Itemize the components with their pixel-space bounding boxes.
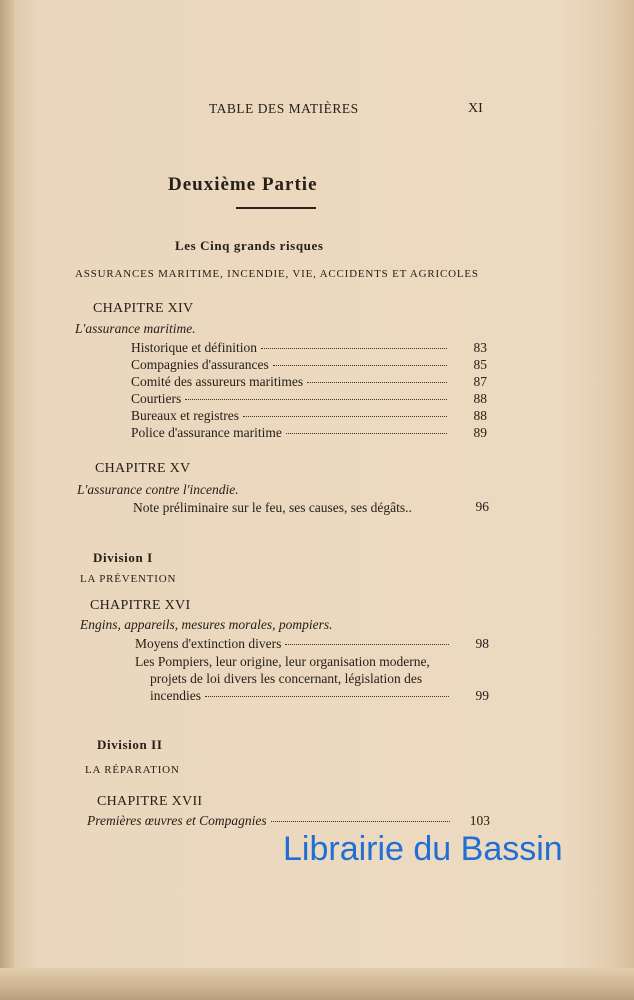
running-head: TABLE DES MATIÈRES [209,101,359,116]
chapter-17-heading: CHAPITRE XVII [97,794,203,809]
page-folio: XI [468,101,483,116]
leader-dots [243,416,447,417]
section-subtitle: ASSURANCES MARITIME, INCENDIE, VIE, ACCIDENTS ET AGRICOLES [75,268,479,280]
chapter-16-subtitle: Engins, appareils, mesures morales, pompiers. [80,617,333,632]
section-title: Les Cinq grands risques [175,238,324,253]
chapter-14-subtitle: L'assurance maritime. [75,321,196,336]
toc-entry-page: 88 [473,408,487,423]
toc-entry[interactable] [131,391,487,408]
toc-entry-page: 88 [473,391,487,406]
leader-dots [261,348,447,349]
toc-entry-label: Historique et définition [131,340,257,355]
toc-entry[interactable] [150,688,489,705]
leader-dots [285,644,449,645]
toc-entry-label: Premières œuvres et Compagnies [87,813,267,828]
toc-entry-label: Comité des assureurs maritimes [131,374,304,389]
toc-entry-page: 96 [475,499,489,514]
toc-entry[interactable] [131,340,487,357]
leader-dots [286,433,447,434]
division-1-subtitle: LA PRÉVENTION [80,573,177,585]
leader-dots [185,399,447,400]
chapter-15-heading: CHAPITRE XV [95,461,191,476]
page-bottom-edge [0,968,634,1000]
toc-entry-label: Courtiers [131,391,182,406]
leader-dots [205,696,449,697]
toc-entry-page: 83 [473,340,487,355]
toc-entry-page: 85 [473,357,487,372]
toc-entry-line: projets de loi divers les concernant, législation des [150,671,423,686]
toc-entry[interactable] [131,408,487,425]
watermark: Librairie du Bassin [283,830,563,868]
division-2-title: Division II [97,737,163,752]
toc-entry-label: Bureaux et registres [131,408,239,423]
division-2-subtitle: LA RÉPARATION [85,764,180,776]
chapter-16-heading: CHAPITRE XVI [90,598,191,613]
division-1-title: Division I [93,550,153,565]
toc-entry[interactable] [131,357,487,374]
page-left-edge [0,0,14,1000]
toc-entry-page: 103 [469,813,490,828]
chapter-14-heading: CHAPITRE XIV [93,301,194,316]
toc-entry-label[interactable]: Note préliminaire sur le feu, ses causes, ses dégâts.. [133,500,412,515]
toc-entry-label: incendies [150,688,201,703]
part-title: Deuxième Partie [168,174,318,195]
toc-entry[interactable] [135,636,489,653]
toc-entry[interactable] [131,425,487,442]
toc-entry-page: 87 [473,374,487,389]
leader-dots [307,382,447,383]
toc-entry-page: 99 [475,688,489,703]
toc-entry-label: Police d'assurance maritime [131,425,282,440]
chapter-15-subtitle: L'assurance contre l'incendie. [77,482,239,497]
toc-entry-label: Compagnies d'assurances [131,357,269,372]
leader-dots [271,821,450,822]
toc-entry-line: Les Pompiers, leur origine, leur organisation moderne, [135,654,430,669]
title-rule [236,207,316,209]
leader-dots [273,365,447,366]
toc-entry-label: Moyens d'extinction divers [135,636,282,651]
toc-entry-page: 98 [475,636,489,651]
toc-entry-page: 89 [473,425,487,440]
toc-entry[interactable] [87,813,490,830]
toc-entry[interactable] [131,374,487,391]
